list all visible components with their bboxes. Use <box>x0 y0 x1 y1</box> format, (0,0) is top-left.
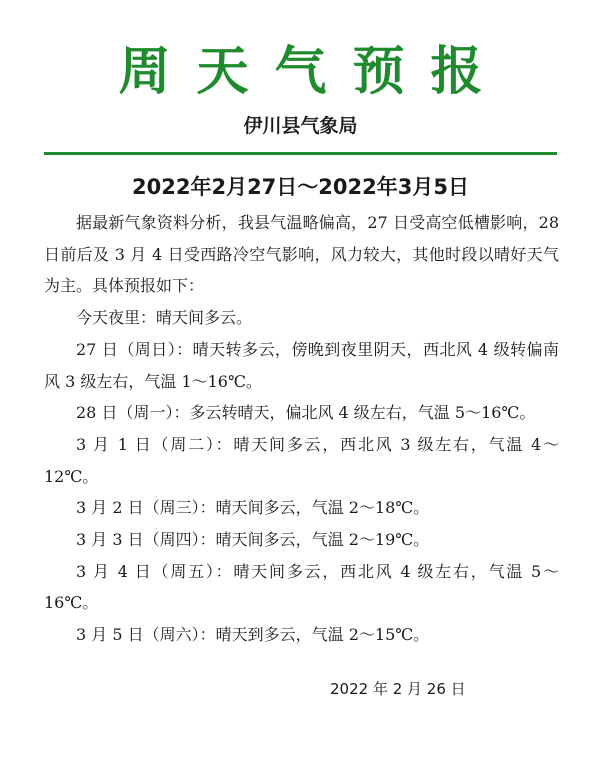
forecast-date-range: 2022年2月27日～2022年3月5日 <box>132 175 469 199</box>
forecast-day-28: 28 日（周一）：多云转晴天，偏北风 4 级左右，气温 5～16℃。 <box>76 403 536 423</box>
agency-name: 伊川县气象局 <box>243 115 358 137</box>
header-divider <box>44 152 557 155</box>
forecast-body <box>44 207 559 651</box>
forecast-mar-5: 3 月 5 日（周六）：晴天到多云，气温 2～15℃。 <box>76 625 430 645</box>
page-title: 周天气预报 <box>118 41 509 102</box>
signoff-date: 2022 年 2 月 26 日 <box>330 680 466 698</box>
forecast-tonight: 今天夜里：晴天间多云。 <box>76 308 253 328</box>
forecast-mar-1: 3 月 1 日（周二）：晴天间多云，西北风 3 级左右，气温 4～12℃。 <box>44 434 559 486</box>
forecast-day-27: 27 日（周日）：晴天转多云，傍晚到夜里阴天，西北风 4 级转偏南风 3 级左右，气温 1～16℃。 <box>44 339 559 391</box>
forecast-mar-4: 3 月 4 日（周五）：晴天间多云，西北风 4 级左右，气温 5～16℃。 <box>44 561 559 613</box>
forecast-mar-2: 3 月 2 日（周三）：晴天间多云，气温 2～18℃。 <box>76 498 430 518</box>
summary-paragraph: 据最新气象资料分析，我县气温略偏高，27 日受高空低槽影响，28 日前后及 3 月 4 日受西路冷空气影响，风力较大，其他时段以晴好天气为主。具体预报如下： <box>44 213 559 296</box>
forecast-mar-3: 3 月 3 日（周四）：晴天间多云，气温 2～19℃。 <box>76 530 430 550</box>
